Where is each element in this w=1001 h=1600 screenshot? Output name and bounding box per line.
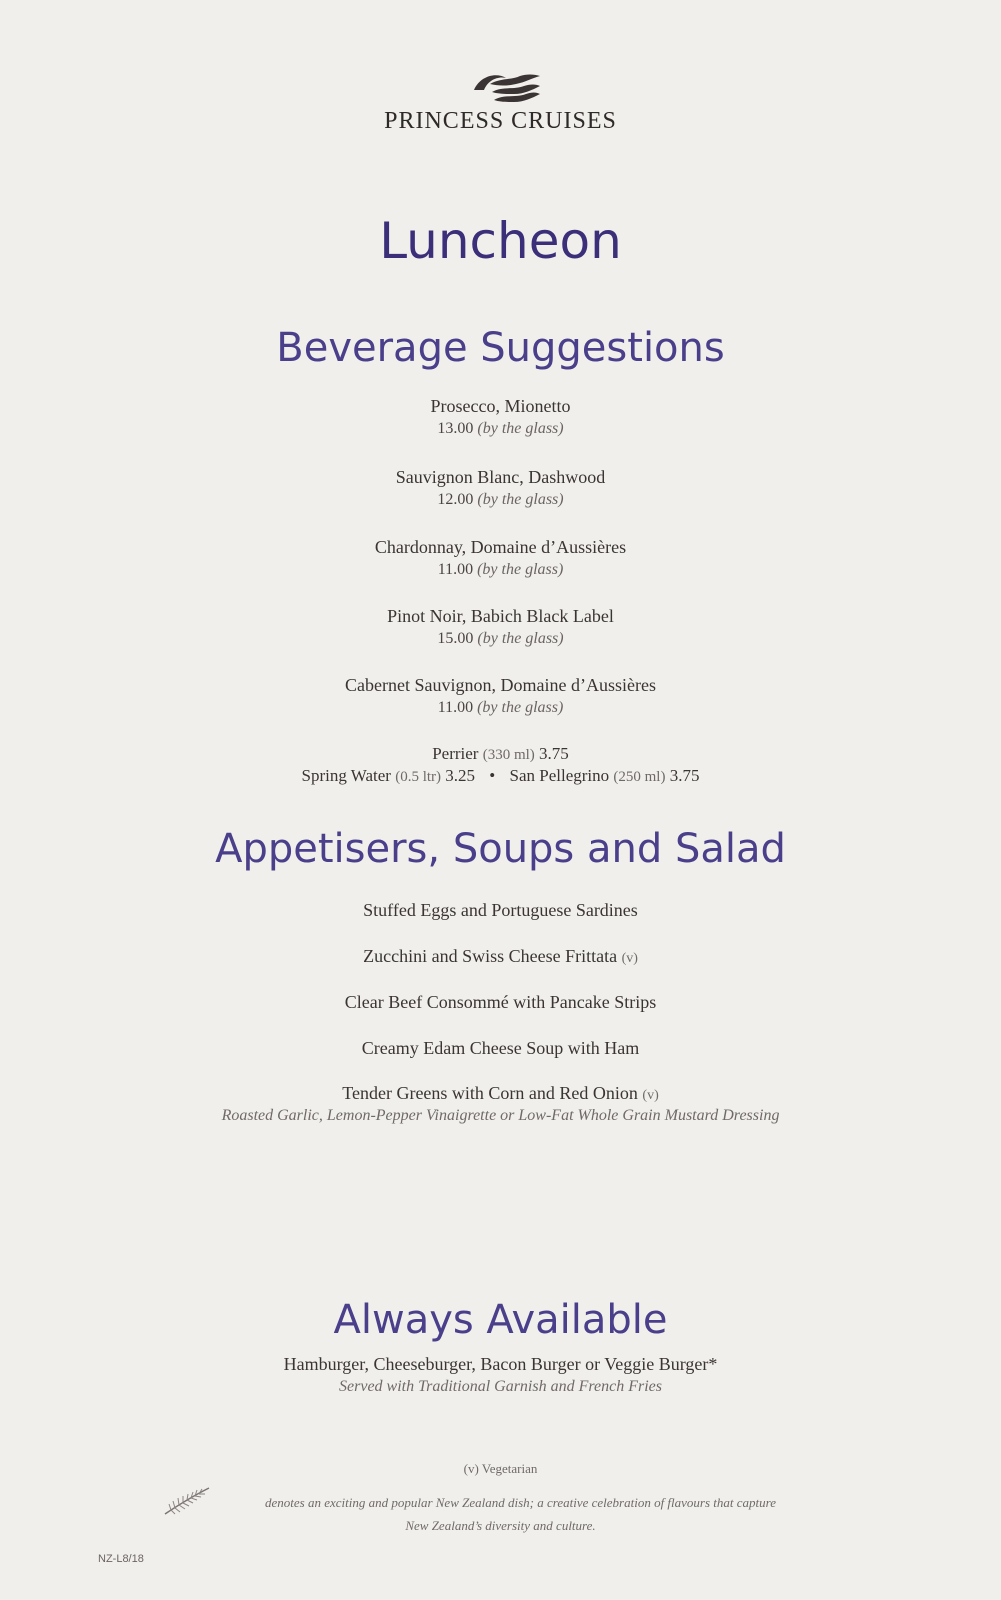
beverage-item [0,675,1001,717]
appetiser-item: Zucchini and Swiss Cheese Frittata (v) [363,946,638,966]
beverage-item [0,396,1001,438]
vegetarian-tag: (v) [642,1088,659,1103]
vegetarian-legend: (v) Vegetarian [463,1461,538,1476]
beverage-price-line [0,491,1001,509]
beverage-name: Pinot Noir, Babich Black Label [387,606,614,626]
vegetarian-tag: (v) [621,951,638,966]
beverage-item [0,606,1001,648]
beverage-price: 12.00 [437,491,474,508]
beverage-price-line [0,561,1001,579]
menu-code: NZ-L8/18 [98,1553,144,1565]
water-line: Spring Water (0.5 ltr) 3.25 • San Pellegrino (250 ml) 3.75 [301,766,700,785]
beverage-price: 13.00 [437,420,474,437]
always-available-served: Served with Traditional Garnish and French Fries [339,1378,662,1395]
beverage-note: (by the glass) [477,420,564,437]
beverage-name: Sauvignon Blanc, Dashwood [395,467,606,487]
beverage-price: 11.00 [437,561,474,578]
beverage-price-line [0,420,1001,438]
beverage-name: Cabernet Sauvignon, Domaine d’Aussières [345,675,656,695]
beverage-price-line [0,630,1001,648]
always-available-item: Hamburger, Cheeseburger, Bacon Burger or Veggie Burger* [283,1354,718,1374]
beverage-heading: Beverage Suggestions [276,325,725,371]
appetiser-item: Clear Beef Consommé with Pancake Strips [344,992,657,1012]
perrier-line: Perrier (330 ml) 3.75 [432,744,569,763]
appetiser-item: Creamy Edam Cheese Soup with Ham [361,1038,640,1058]
beverage-name: Chardonnay, Domaine d’Aussières [374,537,627,557]
bullet-separator: • [489,766,496,785]
beverage-item [0,467,1001,509]
beverage-item [0,537,1001,579]
beverage-price: 15.00 [437,630,474,647]
appetiser-item: Stuffed Eggs and Portuguese Sardines [363,900,638,920]
nz-dish-legend: denotes an exciting and popular New Zealand dish; a creative celebration of flavours that capture [264,1495,776,1510]
appetiser-item: Tender Greens with Corn and Red Onion (v) [342,1083,659,1103]
beverage-note: (by the glass) [477,561,564,578]
dressing-options: Roasted Garlic, Lemon-Pepper Vinaigrette or Low-Fat Whole Grain Mustard Dressing [221,1107,780,1124]
page-title: Luncheon [379,212,622,270]
brand-name: PRINCESS CRUISES [384,108,617,134]
princess-cruises-logo-icon [470,70,544,104]
beverage-name: Prosecco, Mionetto [430,396,571,416]
beverage-price-line [0,699,1001,717]
beverage-note: (by the glass) [477,699,564,716]
always-available-heading: Always Available [333,1297,668,1343]
beverage-note: (by the glass) [477,630,564,647]
beverage-price: 11.00 [437,699,474,716]
nz-dish-legend-line2: New Zealand’s diversity and culture. [405,1518,596,1533]
appetisers-heading: Appetisers, Soups and Salad [215,826,786,872]
beverage-note: (by the glass) [477,491,564,508]
